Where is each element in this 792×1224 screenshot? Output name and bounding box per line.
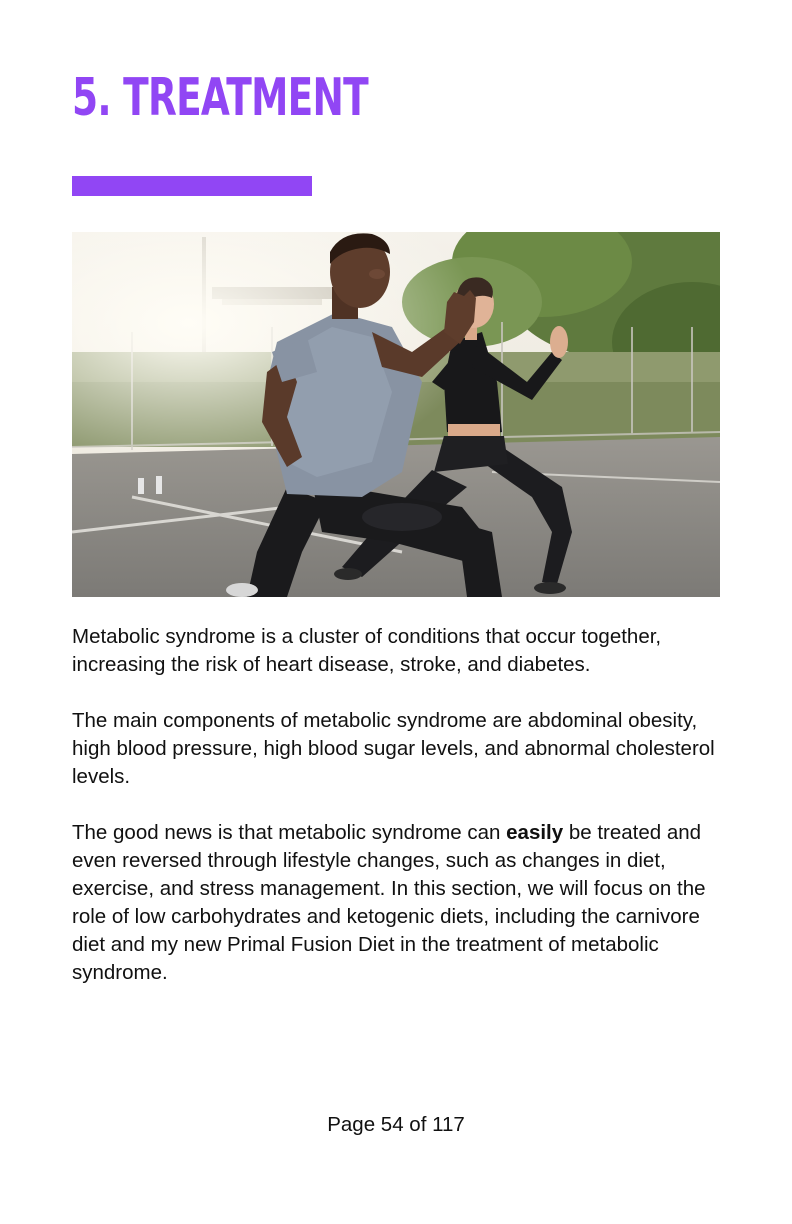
paragraph-treatment-end: be treated and even reversed through lifestyle changes, such as changes in diet, exercise, and stress management. In this section, we will focus on the role of low carbohydrates and ketogenic diets, including the carnivore diet and my new Primal Fusion Diet in the treatment of metabolic syndrome. bbox=[72, 821, 706, 984]
paragraph-treatment-start: The good news is that metabolic syndrome can bbox=[72, 821, 507, 844]
hero-photo bbox=[72, 232, 720, 597]
lunge-exercise-illustration bbox=[72, 232, 720, 597]
emphasis-easily: easily bbox=[506, 821, 564, 844]
paragraph-treatment bbox=[72, 819, 722, 987]
paragraph-components: The main components of metabolic syndrome are abdominal obesity, high blood pressure, high blood sugar levels, and abnormal cholesterol levels. bbox=[72, 709, 715, 788]
title-accent-bar bbox=[72, 176, 312, 196]
page-number: Page 54 of 117 bbox=[327, 1113, 465, 1136]
section-title: 5. TREATMENT bbox=[72, 68, 368, 128]
body-text bbox=[72, 623, 722, 1015]
paragraph-definition: Metabolic syndrome is a cluster of conditions that occur together, increasing the risk of heart disease, stroke, and diabetes. bbox=[72, 625, 662, 676]
